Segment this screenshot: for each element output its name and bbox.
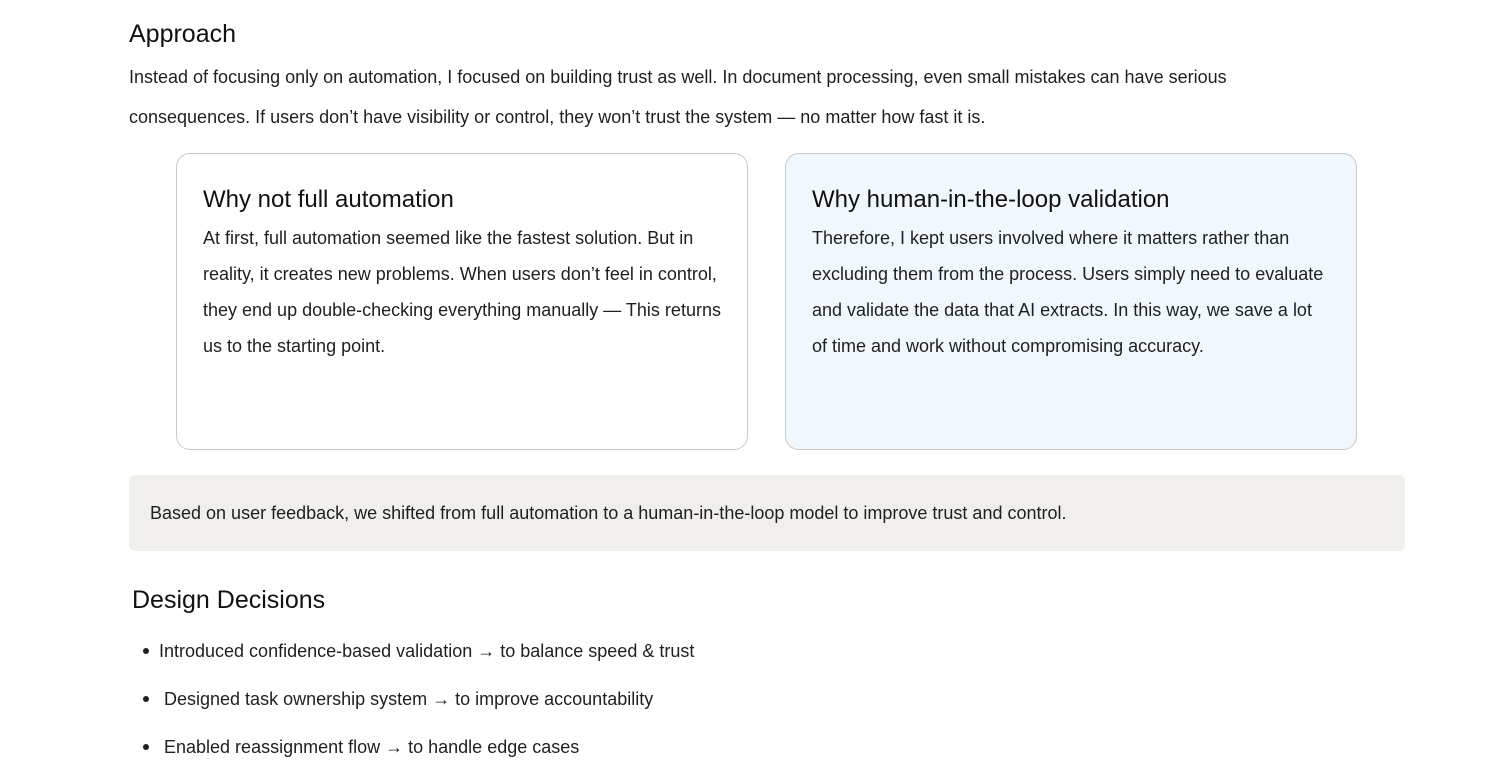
approach-intro-paragraph: Instead of focusing only on automation, I focused on building trust as well. In document processing, even small mistakes can have serious consequences. If users don’t have visibility or control, they won’t trust the system — no matter how fast it is. bbox=[129, 67, 1227, 127]
card-why-not-full-automation bbox=[176, 153, 748, 450]
list-item-text: Designed task ownership system → to improve accountability bbox=[164, 689, 654, 709]
bullet-icon bbox=[143, 648, 149, 654]
feedback-callout bbox=[129, 475, 1405, 551]
card-body: At first, full automation seemed like the fastest solution. But in reality, it creates new problems. When users don’t feel in control, they end up double-checking everything manually — This returns us to the starting point. bbox=[203, 228, 721, 356]
card-title: Why not full automation bbox=[203, 186, 454, 213]
card-why-human-in-the-loop bbox=[785, 153, 1357, 450]
bullet-icon bbox=[143, 744, 149, 750]
bullet-icon bbox=[143, 696, 149, 702]
list-item-text: Introduced confidence-based validation → to balance speed & trust bbox=[159, 641, 695, 661]
list-item-text: Enabled reassignment flow → to handle edge cases bbox=[164, 737, 580, 757]
callout-text: Based on user feedback, we shifted from full automation to a human-in-the-loop model to improve trust and control. bbox=[150, 502, 1067, 523]
design-decisions-heading: Design Decisions bbox=[132, 586, 326, 614]
card-body: Therefore, I kept users involved where it matters rather than excluding them from the process. Users simply need to evaluate and validate the data that AI extracts. In this way, we save a lot of time and work without compromising accuracy. bbox=[812, 228, 1324, 356]
card-title: Why human-in-the-loop validation bbox=[812, 186, 1170, 213]
approach-heading: Approach bbox=[129, 20, 237, 48]
